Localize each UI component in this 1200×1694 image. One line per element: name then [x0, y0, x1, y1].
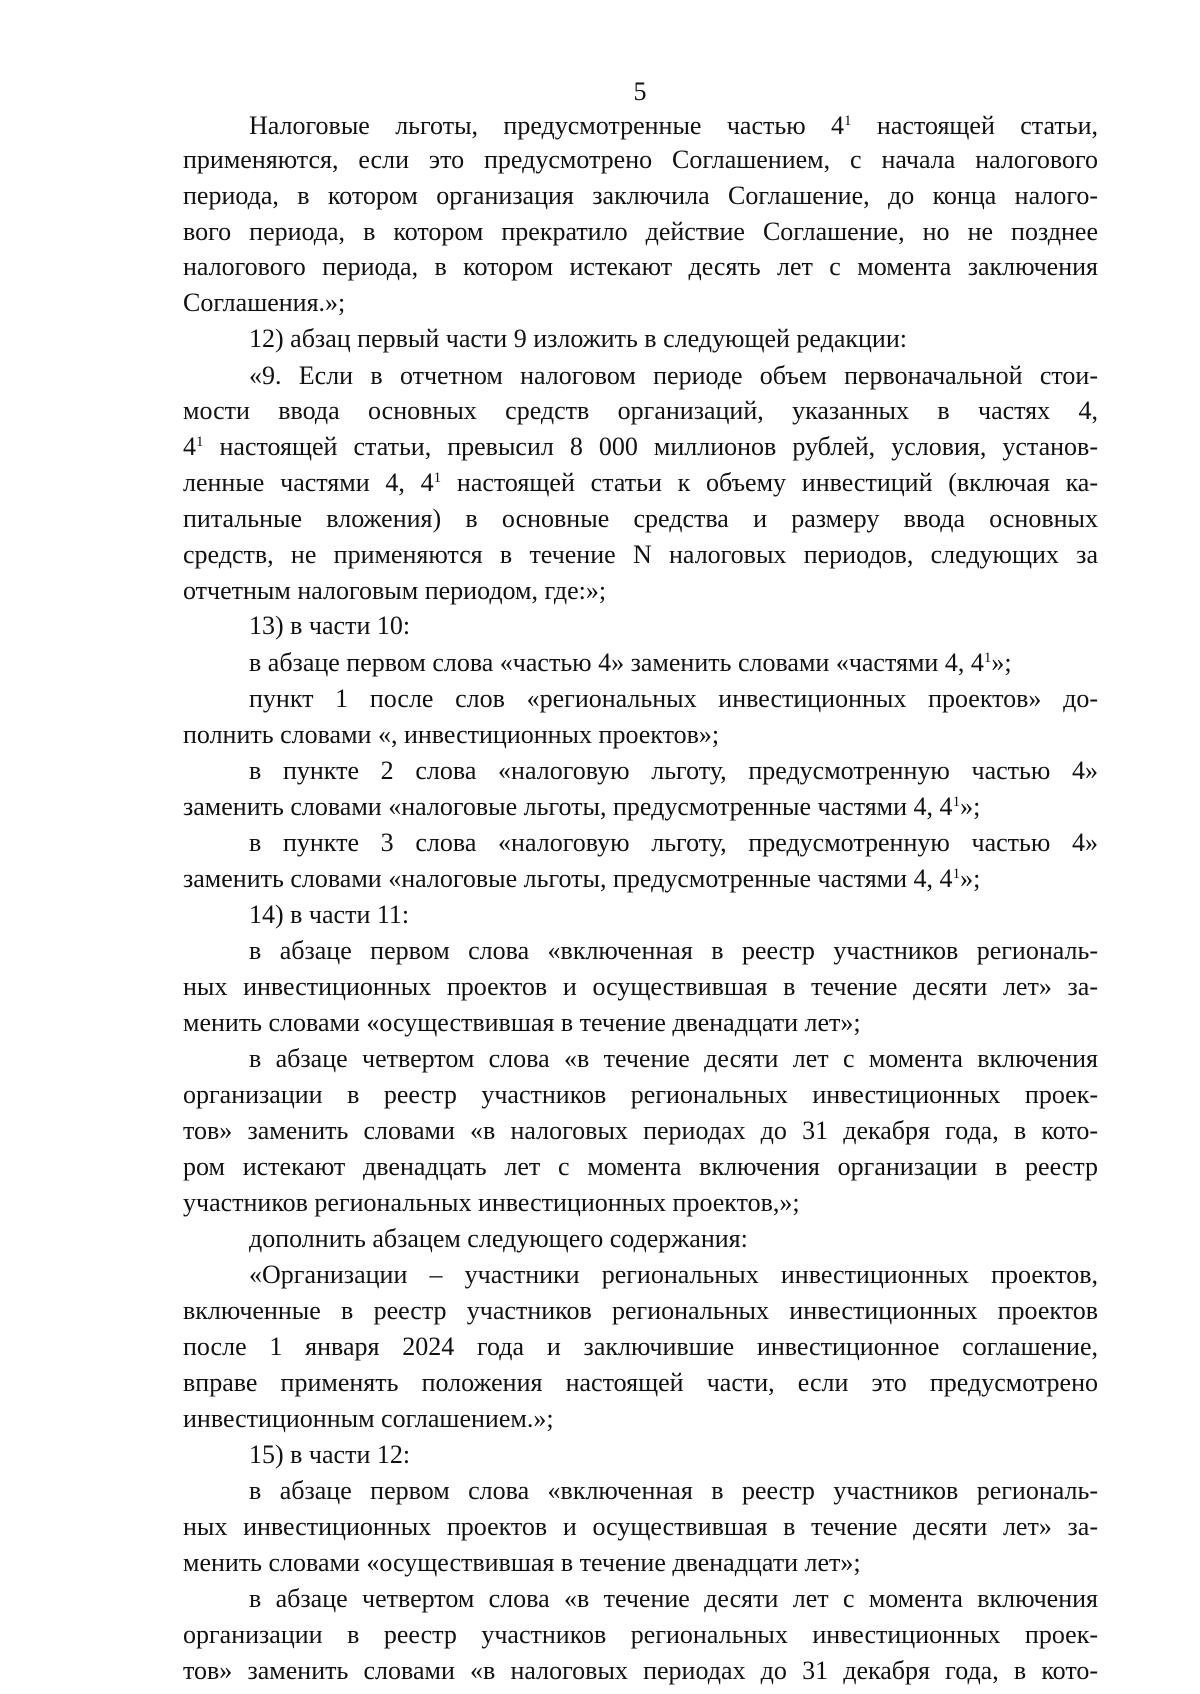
text-line	[249, 1437, 1098, 1473]
text-segment: вправе применять положения настоящей части, если это предусмотрено	[183, 1368, 1098, 1397]
text-segment: тов» заменить словами «в налоговых периодах до 31 декабря года, в кото-	[183, 1116, 1098, 1145]
text-segment: питальные вложения) в основные средства и размеру ввода основных	[183, 504, 1098, 533]
text-segment: »;	[991, 648, 1012, 677]
text-segment: полнить словами «, инвестиционных проектов»;	[183, 720, 720, 749]
text-segment: менить словами «осуществившая в течение двенадцати лет»;	[183, 1008, 861, 1037]
text-line	[183, 573, 1098, 609]
text-line	[249, 645, 1098, 681]
text-line	[183, 717, 1098, 753]
text-segment: настоящей статьи, превысил 8 000 миллионов рублей, условия, установ-	[203, 432, 1098, 461]
text-segment: ром истекают двенадцать лет с момента включения организации в реестр	[183, 1152, 1098, 1181]
text-segment: настоящей статьи к объему инвестиций (включая ка-	[441, 468, 1099, 497]
text-segment: инвестиционным соглашением.»;	[183, 1404, 554, 1433]
text-line	[183, 1329, 1098, 1365]
text-line	[183, 789, 1098, 825]
text-line	[249, 897, 1098, 933]
text-line	[249, 108, 1098, 144]
text-segment: заменить словами «налоговые льготы, предусмотренные частями 4, 4	[183, 864, 953, 893]
text-segment: »;	[960, 864, 981, 893]
text-segment: ных инвестиционных проектов и осуществившая в течение десяти лет» за-	[183, 1512, 1098, 1541]
text-line	[183, 142, 1098, 178]
text-line	[249, 358, 1098, 394]
text-segment: 14) в части 11:	[249, 900, 410, 929]
text-line	[249, 1581, 1098, 1617]
text-segment: 4	[183, 432, 196, 461]
text-segment: в абзаце четвертом слова «в течение десяти лет с момента включения	[249, 1584, 1098, 1613]
text-line	[183, 861, 1098, 897]
text-segment: заменить словами «налоговые льготы, предусмотренные частями 4, 4	[183, 792, 953, 821]
text-line	[183, 465, 1098, 501]
text-segment: настоящей статьи,	[851, 111, 1098, 140]
text-line	[183, 1113, 1098, 1149]
text-segment: включенные в реестр участников региональных инвестиционных проектов	[183, 1296, 1098, 1325]
text-line	[183, 1545, 1098, 1581]
text-line	[183, 537, 1098, 573]
superscript: 1	[952, 866, 961, 882]
text-line	[183, 1365, 1098, 1401]
text-segment: ных инвестиционных проектов и осуществившая в течение десяти лет» за-	[183, 972, 1098, 1001]
text-line	[183, 214, 1098, 250]
text-segment: «9. Если в отчетном налоговом периоде объем первоначальной стои-	[249, 361, 1098, 390]
superscript: 1	[983, 650, 992, 666]
text-segment: в абзаце первом слова «частью 4» заменить словами «частями 4, 4	[249, 648, 984, 677]
text-segment: в пункте 2 слова «налоговую льготу, предусмотренную частью 4»	[249, 756, 1098, 785]
text-segment: »;	[960, 792, 981, 821]
text-segment: организации в реестр участников региональных инвестиционных проек-	[183, 1080, 1098, 1109]
text-segment: ленные частями 4, 4	[183, 468, 434, 497]
text-segment: 15) в части 12:	[249, 1440, 411, 1469]
superscript: 1	[952, 794, 961, 810]
text-segment: применяются, если это предусмотрено Соглашением, с начала налогового	[183, 145, 1098, 174]
text-line	[249, 1041, 1098, 1077]
text-segment: средств, не применяются в течение N налоговых периодов, следующих за	[183, 540, 1098, 569]
text-line	[183, 1149, 1098, 1185]
superscript: 1	[196, 434, 204, 450]
text-line	[249, 1257, 1098, 1293]
text-segment: в абзаце первом слова «включенная в реестр участников региональ-	[249, 1476, 1098, 1505]
text-segment: мости ввода основных средств организаций, указанных в частях 4,	[183, 396, 1098, 425]
text-line	[249, 681, 1098, 717]
text-segment: в абзаце четвертом слова «в течение десяти лет с момента включения	[249, 1044, 1098, 1073]
superscript: 1	[433, 470, 442, 486]
text-segment: участников региональных инвестиционных проектов,»;	[183, 1188, 800, 1217]
text-line	[249, 608, 1098, 644]
text-line	[183, 1653, 1098, 1689]
text-segment: в пункте 3 слова «налоговую льготу, предусмотренную частью 4»	[249, 828, 1098, 857]
text-line	[183, 1509, 1098, 1545]
text-segment: налогового периода, в котором истекают десять лет с момента заключения	[183, 252, 1098, 281]
text-segment: пункт 1 после слов «региональных инвестиционных проектов» до-	[249, 684, 1098, 713]
text-line	[249, 933, 1098, 969]
text-segment: 13) в части 10:	[249, 611, 411, 640]
text-line	[183, 1617, 1098, 1653]
text-segment: менить словами «осуществившая в течение двенадцати лет»;	[183, 1548, 861, 1577]
text-segment: после 1 января 2024 года и заключившие инвестиционное соглашение,	[183, 1332, 1098, 1361]
text-line	[183, 1185, 1098, 1221]
text-segment: Налоговые льготы, предусмотренные частью 4	[249, 111, 845, 140]
text-line	[249, 1221, 1098, 1257]
text-segment: отчетным налоговым периодом, где:»;	[183, 576, 607, 605]
text-segment: дополнить абзацем следующего содержания:	[249, 1224, 748, 1253]
text-segment: периода, в котором организация заключила Соглашение, до конца налого-	[183, 181, 1098, 210]
text-line	[249, 825, 1098, 861]
text-line	[183, 1293, 1098, 1329]
text-segment: вого периода, в котором прекратило действие Соглашение, но не позднее	[183, 217, 1098, 246]
text-line	[183, 178, 1098, 214]
text-segment: организации в реестр участников региональных инвестиционных проек-	[183, 1620, 1098, 1649]
text-line	[183, 1401, 1098, 1437]
text-line	[183, 1077, 1098, 1113]
text-segment: в абзаце первом слова «включенная в реестр участников региональ-	[249, 936, 1098, 965]
text-segment: Соглашения.»;	[183, 288, 346, 317]
text-segment: тов» заменить словами «в налоговых периодах до 31 декабря года, в кото-	[183, 1656, 1098, 1685]
text-segment: «Организации – участники региональных инвестиционных проектов,	[249, 1260, 1098, 1289]
text-segment: 12) абзац первый части 9 изложить в следующей редакции:	[249, 324, 907, 353]
text-line	[183, 501, 1098, 537]
text-line	[183, 1005, 1098, 1041]
superscript: 1	[844, 113, 852, 129]
page-number: 5	[633, 77, 647, 106]
text-line	[249, 753, 1098, 789]
text-line	[249, 1473, 1098, 1509]
text-line	[183, 249, 1098, 285]
text-line	[183, 393, 1098, 429]
text-line	[249, 321, 1098, 357]
text-line	[183, 969, 1098, 1005]
text-line	[183, 285, 1098, 321]
text-line	[183, 429, 1098, 465]
